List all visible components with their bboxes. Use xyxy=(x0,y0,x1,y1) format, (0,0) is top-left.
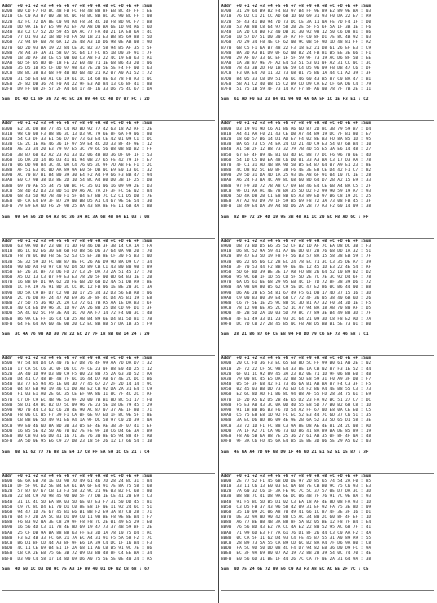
hex-row: B600 6E 6A EB 78 1E D3 98 7D 49 61 46 7D 28 24 BC 31 : 84 xyxy=(2,478,153,484)
hex-row: B5E0 80 CB 93 E6 D0 41 16 71 3E 76 30 8E 65 94 88 4F : AB xyxy=(2,433,153,439)
column-header-row: Addr +0 +1 +2 +3 +4 +5 +6 +7 +8 +9 +A +B +C +D +E +F :Sum xyxy=(221,356,372,362)
hex-row: B6E0 CB CA 2E EB 75 6E 3B 72 09 D3 B0 48 8F C4 EE BA : 34 xyxy=(2,551,153,557)
hex-row: B9B0 C6 7F 5E 1E 25 9C 88 5C 3D 81 A7 32 F0 34 3D 1E : F5 xyxy=(221,301,372,307)
hex-row: B800 D3 19 91 9D C6 A1 B6 A6 6D 87 2D 8C 3B 79 59 B7 : D4 xyxy=(221,126,372,132)
hex-row: B210 CE C0 A3 87 00 3B 8C 0C FB BC 8B 8C 3C 90 BC FF : 08 xyxy=(2,14,153,20)
hex-row: B410 86 1C 82 E6 30 E8 60 FD 88 56 D6 37 64 0A 9B 20 : 70 xyxy=(2,249,153,255)
hex-row: BAE0 F8 A6 5B 6A 88 7E 25 36 27 61 AB 35 0F 8F 4F 0A : 48 xyxy=(221,433,372,439)
hex-row: BAD0 7A 1F A2 71 CA 96 73 6D 86 41 8A 89 BA DE 85 89 : 19 xyxy=(221,428,372,434)
hex-row: B370 06 DD 98 84 3C 4C 0A C4 76 05 3C 9F 7D AB FE F1 : 2C xyxy=(2,162,153,168)
hex-row: BB40 91 F5 BC 5D B5 D1 02 C3 EA 18 AF 4E 8D 08 FA 93 : 1D xyxy=(221,499,372,505)
hex-row: B3D0 68 43 5D 9D 7B 40 F1 5F 04 E7 B0 7C C2 C1 D5 DB : 7E xyxy=(2,194,153,200)
hex-row: B490 DD 5A C9 BF D7 C2 98 10 17 25 34 32 D3 56 EB A8 : 06 xyxy=(2,290,153,296)
hex-row: BA70 1F 2D A5 62 D5 2B 4E 65 D2 23 FA 92 BC 51 27 C7 : DC xyxy=(221,397,372,403)
hex-row: B640 31 1C 4C 5D EA 8A 03 5D 6E 07 E3 F7 31 50 DD 45 : 81 xyxy=(2,499,153,505)
hex-row: B960 95 9C 6B 1F 1D 55 CD 5F 5D 2E 7C 7E 3C 92 D4 6F : 78 xyxy=(221,275,372,281)
hex-row: B380 AF 51 E3 4C 0D AA 89 9A E0 5F DB 0C E9 E0 13 6C : 32 xyxy=(2,168,153,174)
hex-row: B9E0 4F E1 49 33 D1 23 93 2C 64 21 09 3D C8 F8 E2 AD : 7A xyxy=(221,316,372,322)
hex-row: B980 4A 98 0A 80 05 62 C9 5E DC 47 E2 86 0C B6 44 00 : B8 xyxy=(221,285,372,291)
hex-row: BB60 35 10 09 2C 06 A8 70 49 41 66 1C 87 4F 3E 3F 16 : D1 xyxy=(221,509,372,515)
hex-row: B9D0 4F 2B 5D 2A 10 03 5D 79 8C 77 89 3E B4 49 B8 3D : 7F xyxy=(221,311,372,317)
column-divider xyxy=(218,0,219,603)
hex-row: B2C0 D8 BC 38 03 68 F9 40 8D 6B 4D 21 A2 07 A0 A1 52 : 72 xyxy=(2,71,153,77)
hex-row: B620 57 87 07 67 CB 13 F3 58 32 9C 21 9E 03 B2 FC 68 : 80 xyxy=(2,489,153,495)
hex-row: B710 76 D2 C1 21 CC AD 6B 1D 60 69 31 93 F0 DA 22 E7 : A9 xyxy=(221,14,372,20)
hex-row: B350 3B B7 60 42 A2 23 A1 33 D2 06 48 BD 36 DF 0F 1F : 53 xyxy=(2,152,153,158)
column-header-row: Addr +0 +1 +2 +3 +4 +5 +6 +7 +8 +9 +A +B +C +D +E +F :Sum xyxy=(2,4,153,9)
left-column xyxy=(2,4,215,591)
hex-row: B220 42 FC 72 DA 8E C0 94 A4 F8 34 4C 10 F8 8D 9C F7 : B8 xyxy=(2,19,153,25)
hex-row: B730 53 A8 80 C8 64 97 58 2B 2E 5F F5 6F 5A 1F 3B 1E : F6 xyxy=(221,24,372,30)
hex-row: B720 5F 43 41 B0 94 7D 73 DC CE 3A 11 0A FE 7D F4 1F : D0 xyxy=(221,19,372,25)
hex-block xyxy=(2,121,215,238)
hex-row: B630 22 B4 C9 70 98 45 9D 00 5F 77 DB 1E CE 41 20 E9 : C3 xyxy=(2,494,153,500)
column-header-row: Addr +0 +1 +2 +3 +4 +5 +6 +7 +8 +9 +A +B +C +D +E +F :Sum xyxy=(2,473,153,479)
hex-row: B280 78 A4 3F 3A 31 58 07 5C 64 17 FC 85 1B D0 3F 91 : 7F xyxy=(2,50,153,56)
hex-row: B850 67 EF 4F 09 4E B1 03 4D EC 88 77 DC F6 96 70 6E : 4D xyxy=(221,152,372,158)
hex-row: B590 9D 70 44 C3 62 C6 28 4E 90 AC 87 07 37 AE 1F 80 : 71 xyxy=(2,408,153,414)
hex-row: B840 A1 5B 2F 12 88 73 32 79 7B 4D 55 E5 3A E6 14 48 : 27 xyxy=(221,147,372,153)
hex-block xyxy=(221,239,434,356)
hex-row: BBD0 FA 5C 9D 50 DD 08 4C F4 D7 94 82 EB 36 D0 D9 FC : 9A xyxy=(221,546,372,552)
hex-row: B890 29 5D 31 DA 4D 1A 25 93 DE A8 6F 91 04 10 7C 1E : 28 xyxy=(221,173,372,179)
column-header-row: Addr +0 +1 +2 +3 +4 +5 +6 +7 +8 +9 +A +B +C +D +E +F :Sum xyxy=(2,238,153,244)
hex-row: B9C0 78 12 98 6E A5 2C 52 1C A7 94 BA 18 AB 70 80 AF : D5 xyxy=(221,306,372,312)
hex-row: B300 E2 3C D8 B8 77 45 C4 AD BD 92 77 42 63 18 A2 AF : 2E xyxy=(2,126,153,132)
checksum-row: Sum 0D 75 24 6E 72 09 56 C9 A3 F3 A8 EC AC EE 2F 7C : C5 xyxy=(221,566,369,572)
hex-row: B310 98 C0 08 F3 88 86 3C 13 D3 9C 79 6E 8F 6A F9 06 : 80 xyxy=(2,131,153,137)
hex-row: B360 16 DA 2D 14 86 D3 41 81 94 0B 27 65 FE 42 79 1F : E7 xyxy=(2,157,153,163)
hex-row: BBC0 28 B9 73 5A 55 CA B9 CD 6C B2 8A A4 7F D6 9A 80 : C8 xyxy=(221,541,372,546)
hex-block xyxy=(2,4,215,121)
hex-row: B330 CE 2C 1E AE 46 36 1F 97 59 E4 4C 2D 33 8F 4F 9E : 12 xyxy=(2,142,153,148)
hex-row: BA20 6F 01 1C 92 89 45 3A 23 82 0E 71 1D 9F 06 B8 E0 : 4B xyxy=(221,371,372,377)
hex-row: B460 A5 D2 13 C3 07 F9 E3 E3 78 20 5F 00 0D 64 B3 1E : 2B xyxy=(2,275,153,281)
checksum-row: Sum 82 0F 72 2F 4D 19 95 3B 48 A1 1C 20 EC FB AD 6C : FF xyxy=(221,214,369,220)
hex-row: BBE0 EC 3F 9A 69 80 07 A2 19 72 8B 28 39 54 0C 74 70 : 4E xyxy=(221,551,372,557)
hex-row: B7E0 5B A1 C2 40 08 15 C2 B9 CD D9 CA E2 CF 6A D6 C4 : 79 xyxy=(221,81,372,87)
hex-row: B320 54 C3 DF 33 E1 56 D7 07 73 63 E4 CE 42 01 09 C1 : DC xyxy=(2,136,153,142)
hex-row: B2E0 2F 82 DB 36 74 F0 A4 22 9F E3 AD 84 13 C6 BF 41 : 8B xyxy=(2,81,153,87)
right-column xyxy=(221,4,434,591)
hex-row: B4C0 40 C4 E6 D9 96 3C 1D 97 2A 26 88 25 D8 CD 9F D1 : 3F xyxy=(2,306,153,312)
hex-row: BB80 A6 77 BE 0B 4B 3A B8 8F 5A B2 05 BE 12 F8 7F B4 : E4 xyxy=(221,520,372,526)
hex-row: BA90 91 1B BB B6 B3 F6 7D 54 A2 FF 67 0D E8 0A CE E0 : C5 xyxy=(221,408,372,414)
hex-row: B910 D6 8C 52 9A 59 41 A7 0E DD 07 28 76 68 DD 1A 32 : 51 xyxy=(221,249,372,255)
hex-row: BB90 76 56 BD 43 E2 7A CC 4A E2 22 80 52 95 AC 68 7F : 41 xyxy=(221,525,372,531)
hex-row: B830 BA 65 73 C5 74 EA 24 CD 21 4D C9 E3 54 07 6B B4 : 10 xyxy=(221,142,372,148)
hex-row: B680 F6 B3 92 0A 3E C8 29 9F F8 F8 7C 2E 01 49 E5 29 : E0 xyxy=(2,520,153,526)
hex-row: B880 4C D8 82 5C E0 BF 38 F6 4E 3E E8 CE D4 42 F1 C7 : 82 xyxy=(221,168,372,174)
hex-row: BB70 DE 32 9A 0D 90 42 88 C5 AC 34 B0 2C 60 8F 4F EF : 1D xyxy=(221,515,372,521)
hex-row: B580 58 D1 4A 8C 82 D7 5C 09 96 7E 23 5E 18 DE 79 45 : 29 xyxy=(2,402,153,408)
hex-row: B240 83 C2 C7 52 2D 59 45 DA AC 77 FA 40 21 1A E8 6A : 4C xyxy=(2,29,153,35)
hex-row: B7C0 F3 0A E4 70 11 32 73 68 01 75 B6 1A 44 C1 A2 39 : 3F xyxy=(221,71,372,77)
hex-row: B2D0 31 5D E4 E0 A1 C6 19 61 1C 14 68 8E 63 78 F8 A3 : 0C xyxy=(2,76,153,82)
hex-row: B2F0 D9 FF 08 2F 57 2F A4 64 17 4F 16 33 D6 75 4C 67 : DA xyxy=(2,87,153,92)
hex-row: B4B0 27 5D 75 36 9D 2C 2A C3 72 61 7B A5 AA 1E DA B3 : 6F xyxy=(2,301,153,307)
checksum-row: Sum 3C 4A 76 90 AD 30 7B 22 EC 27 7F 18 8B 6B 14 24 : 29 xyxy=(2,332,150,338)
hex-row: BAC0 33 72 1D F1 FC 88 C3 9A 8E D8 AE 4E 81 24 2C 08 : AD xyxy=(221,423,372,429)
hex-row: B510 17 CA 5C C6 3C 0F D6 CC 7F CE 23 0F 88 E0 4D 25 : 12 xyxy=(2,366,153,372)
hex-row: B920 89 47 E3 5D 19 F8 FF 56 B3 57 8A 15 58 38 EB 59 : 7F xyxy=(221,254,372,260)
hex-row: B550 04 87 EB 90 19 46 C1 D0 AB E2 CB 92 DA 2A 31 E4 : C9 xyxy=(2,387,153,393)
hex-row: B4F0 64 FE 64 AA 60 4E 00 20 C2 EC 8B 8B 57 DA 1B 35 : F9 xyxy=(2,321,153,327)
hex-row: B930 06 22 05 66 C2 28 EC 24 78 EC 71 3C C3 35 DE A7 : 39 xyxy=(221,259,372,265)
column-header-row: Addr +0 +1 +2 +3 +4 +5 +6 +7 +8 +9 +A +B +C +D +E +F :Sum xyxy=(221,238,372,244)
hex-row: B3E0 0F CA E4 E9 3F B7 29 0B BB D5 A1 C4 67 9E 5E 54 : 30 xyxy=(2,199,153,205)
column-header-row: Addr +0 +1 +2 +3 +4 +5 +6 +7 +8 +9 +A +B +C +D +E +F :Sum xyxy=(221,4,372,9)
hex-row: B520 3A 40 1D 99 D3 B0 C9 F5 00 23 80 75 2A 63 3D 52 : AA xyxy=(2,371,153,377)
hex-row: B230 DD 9A 1E 67 E5 99 A1 EF 70 A8 D0 BA 6E 1D 94 A6 : 6D xyxy=(2,24,153,30)
hex-row: BB30 B8 8B 7C 41 D8 9A 6E DC 06 4B 7F 76 91 7C 9E 8A : 93 xyxy=(221,494,372,500)
hex-row: B8A0 A6 24 F3 0A 4C A9 8C 68 60 8D 64 D7 2B A2 15 E9 : 33 xyxy=(221,178,372,184)
column-header-row: Addr +0 +1 +2 +3 +4 +5 +6 +7 +8 +9 +A +B +C +D +E +F :Sum xyxy=(2,356,153,362)
checksum-row: Sum DC 4D C1 BF 36 72 4C 5C 2A 09 44 CC 40 D7 07 FC : 2D xyxy=(2,97,150,103)
hex-block xyxy=(2,474,215,591)
hex-block xyxy=(221,474,434,591)
hex-row: B670 04 F7 20 2A 5C B3 D1 09 C0 11 98 BE F8 9E 8E B4 : F7 xyxy=(2,515,153,521)
hex-row: B2B0 35 D5 10 A5 CF DD 97 98 43 7E 20 5E 5E F4 FF 00 : 63 xyxy=(2,66,153,72)
hex-row: B6A0 25 CF DB 9A BA 88 B8 63 FF E3 3D 1A 78 10 75 D4 : AC xyxy=(2,530,153,536)
hex-row: B5C0 99 E0 46 6D 8A 8D 30 33 05 EF 4E AE 3B 3F 07 41 : EF xyxy=(2,423,153,429)
hex-row: B390 AC 70 B7 81 84 B0 39 30 E4 F2 A4 F9 66 F3 BB 47 : 94 xyxy=(2,173,153,179)
hex-row: B790 29 AF 07 33 6C EF 1F 5F 59 9F 73 19 AC D6 8F 5B : EE xyxy=(221,55,372,61)
hex-row: B4D0 5A 4C 02 5C F9 3E A4 1C 70 AA F7 14 72 F4 00 3C : 4B xyxy=(2,311,153,317)
checksum-row: Sum 28 21 B6 87 6F C5 EB 94 F0 DD 79 C6 EF 73 46 58 : C1 xyxy=(221,332,369,338)
hex-row: B650 C9 7C 8C D4 E1 70 D1 C0 8E E8 1F 0E 11 92 24 6C : 51 xyxy=(2,504,153,510)
hex-row: B570 C7 DF C9 EC 4B 9E 53 9F 20 00 7B B1 8D 8C 51 17 : F0 xyxy=(2,397,153,403)
hex-row: B820 18 6D 57 B6 14 D1 AD E7 F4 02 8E B3 FD 8A 85 1D : 95 xyxy=(221,136,372,142)
hex-row: B400 63 9A 9D B7 23 0B 71 3D F0 46 DB 3F 3B 14 CA 1A : FA xyxy=(2,243,153,249)
hex-row: BA40 05 5F 3F 68 42 F1 73 46 6A B1 AB BA 87 F4 C3 3F : F5 xyxy=(221,382,372,388)
hex-row: B7F0 51 75 1B 59 4F 73 14 A7 F7 8F A6 0B 78 7F 7B 2E : 11 xyxy=(221,87,372,92)
hex-row: B740 1A 2D C4 B0 F2 40 DB 1C 30 92 98 12 50 C6 D8 81 : 86 xyxy=(221,29,372,35)
hex-block xyxy=(221,4,434,121)
hex-row: B690 16 56 4D C3 11 78 4E 8D 69 19 47 73 37 4B 59 BF : 2E xyxy=(2,525,153,531)
hex-row: BBF0 E0 56 6D 31 BE 1F 44 26 7C CA 7F 0E 2A 31 64 9A : 38 xyxy=(221,556,372,562)
hex-row: B940 3F 70 53 44 F2 8B 9F 6E 4E 12 45 1D E3 22 4E 54 : AF xyxy=(221,264,372,270)
hex-row: B8F0 1B 49 E4 DA 39 A4 8D D6 2A 2B 77 A3 F2 60 14 09 : 38 xyxy=(221,204,372,210)
hex-row: B480 1C FA 19 7E 91 8D 3C CC 8C 12 FB 06 1E BE 20 3C : 3A xyxy=(2,285,153,291)
hex-row: B270 6D 2D 93 BA 19 22 84 CE 3C 82 37 58 94 B5 AF 35 : 5F xyxy=(2,45,153,51)
hex-row: BB50 C3 D5 FB 37 43 96 58 42 09 31 EF 92 FA 75 3E 8D : 09 xyxy=(221,504,372,510)
hex-row: B440 90 BD A4 F0 97 C8 92 D4 5D 89 CB C1 43 B0 B0 9B : 89 xyxy=(2,264,153,270)
hex-row: BBB0 0C CA 5F 11 62 D4 93 C4 FE 45 B7 55 31 A0 89 A9 : 55 xyxy=(221,535,372,541)
hex-row: BA50 02 45 03 BB DD 73 A1 ED C4 F2 B6 A4 4E B8 55 C3 : 73 xyxy=(221,387,372,393)
hex-row: B430 5E 32 59 1D FC BB 87 8E FC 26 A6 D9 9D 8A D9 C7 : 34 xyxy=(2,259,153,265)
hex-row: BA10 2F 72 22 CF 5C 98 E4 33 8E 1A CB 02 87 F3 1E 52 : 44 xyxy=(221,366,372,372)
checksum-row: Sum 99 54 56 2D 64 A3 6C 36 34 AC 3A 6B 48 84 E1 03 : 08 xyxy=(2,214,150,220)
hex-row: BAA0 C5 75 E8 E8 1D 92 FC EC 52 E3 44 7C 6D 37 C6 51 : 35 xyxy=(221,413,372,419)
hex-row: B4E0 86 9A CE FF 16 C4 CB 25 AB B4 89 6E D4 B1 5D 81 : 7B xyxy=(2,316,153,322)
hex-row: BA00 20 CC FD 36 F3 EC 65 EB 8D 5C FF 99 B0 61 A0 2E : 02 xyxy=(221,361,372,367)
hex-row: BA80 F5 E3 A0 43 3C 0A 0D 40 55 E8 5D 77 B0 B2 68 C8 : 1D xyxy=(221,402,372,408)
hex-row: B810 A4 41 AA F0 21 43 CE DB A7 44 B9 19 DC 7F B1 80 : E7 xyxy=(221,131,372,137)
hex-row: B7A0 1A 3B 87 9E 7F A2 E4 53 51 53 01 0F A2 31 CC 0C : 3C xyxy=(221,61,372,67)
hex-row: B8E0 A7 A2 93 D9 79 1F 59 B5 69 F8 72 3A 73 08 FB 45 : 3F xyxy=(221,199,372,205)
hex-row: B770 6B C5 F1 6A B7 48 22 F3 18 E2 21 D8 61 26 EF E3 : C9 xyxy=(221,45,372,51)
hex-row: B7B0 78 43 3B 2D F0 1B 0E 59 C4 D5 96 09 FB DB 47 C6 : DF xyxy=(221,66,372,72)
hex-row: B700 31 29 64 B9 82 F4 B3 97 B4 FF 9E 89 E2 89 9E BA : 03 xyxy=(221,9,372,15)
column-header-row: Addr +0 +1 +2 +3 +4 +5 +6 +7 +8 +9 +A +B +C +D +E +F :Sum xyxy=(2,121,153,127)
hex-row: B870 4F C1 31 AD 4B 8A 9D 5B B5 E4 B7 64 07 A9 E1 23 : 8E xyxy=(221,162,372,168)
hex-row: B6F0 D3 90 C4 58 17 14 8D 69 D6 A0 75 5E 5E 0E 40 24 : A5 xyxy=(2,556,153,562)
hex-row: B860 54 1D C5 00 EA 48 C6 D0 01 33 A3 BA C3 17 D3 AA : 78 xyxy=(221,157,372,163)
hex-row: B6B0 F3 E2 4B 33 FC 6A 21 7A EC A4 31 91 F5 5A 58 F2 : 7C xyxy=(2,535,153,541)
hex-row: B3C0 58 4D 42 D3 23 BD 51 D9 A6 AC 7A 2F 3F FC 5E 02 : 84 xyxy=(2,188,153,194)
hex-row: B530 D4 41 C7 48 BF 48 7F 6C 16 44 D7 AB 67 4E 2C DC : B6 xyxy=(2,376,153,382)
hex-row: BB00 2E 77 52 F1 45 6B DD DE 97 2D 85 65 74 54 2A F0 : 85 xyxy=(221,478,372,484)
hex-row: BA60 E2 6C 8D AD F1 B6 8C 94 08 AF 55 FD 28 34 75 61 : E9 xyxy=(221,392,372,398)
hex-row: BBA0 71 99 6D E3 F7 7A 61 76 D1 8F 26 44 C3 C0 AA F2 : 4A xyxy=(221,530,372,536)
hex-row: BB20 7A 60 32 C6 1F 3A FE 9C 7C 5C 37 57 0E D7 DA 3C : 3D xyxy=(221,489,372,495)
hex-row: B200 B0 CD F7 FD 8C 48 FB FC FB 48 B8 8F EB 8C 4F FF : EE xyxy=(2,9,153,15)
hex-row: B610 DF 5F 9C D2 5E B4 EA 61 BA 6F E4 91 7E 8A 75 58 : 68 xyxy=(2,483,153,489)
hex-row: B500 97 54 84 D4 CA 40 76 E7 D8 76 4F 99 AA 7D DA D7 : 32 xyxy=(2,361,153,367)
hex-row: B8B0 97 F9 3D 72 7B A8 C7 69 EB 46 E4 CE 6B A4 BA C5 : 2F xyxy=(221,183,372,189)
hex-row: B8C0 9F D1 AA AC 4E 78 BA 35 5D D2 F2 99 90 59 19 A7 : 93 xyxy=(221,188,372,194)
hex-row: B4A0 2C 76 D0 AF 24 47 AD E9 36 3F 8F 4C D4 A5 B1 19 : E8 xyxy=(2,295,153,301)
hex-row: B660 94 47 1D 7E 67 45 B1 E6 B1 BB F2 E9 3A 87 C0 28 : 71 xyxy=(2,509,153,515)
hex-row: B250 77 D1 93 32 1B 8D FD FA 50 1B 21 E3 BB 85 69 88 : 5D xyxy=(2,35,153,41)
hex-row: B5F0 3A 5D 0E 95 E6 C9 27 DB 23 18 5F 26 12 17 66 54 : 1B xyxy=(2,439,153,445)
hex-row: B760 7D 29 34 FB 4E CF 62 0B 9C 0B 5F 9D 1D 48 81 FF : A2 xyxy=(221,40,372,46)
hex-row: BAB0 3A EC D6 0D 86 09 4E 9E 2B 6A 52 33 5D 65 D1 58 : 3E xyxy=(221,418,372,424)
hex-row: B5B0 CB BB 0E 5D 49 91 E6 A4 1A 9F DC 58 97 C0 2D 39 : 0A xyxy=(2,418,153,424)
column-header-row: Addr +0 +1 +2 +3 +4 +5 +6 +7 +8 +9 +A +B +C +D +E +F :Sum xyxy=(221,121,372,127)
hex-row: B7D0 84 05 33 CB D9 51 A6 6C 46 60 43 B5 87 C0 BA 47 : B1 xyxy=(221,76,372,82)
hex-row: B900 DB 73 BD D5 E6 35 52 CF B2 1D AF 7C EA D8 DC 3B : F3 xyxy=(221,243,372,249)
hex-row: BA30 79 00 8C 45 E5 DA 32 8B 5D E8 59 31 F0 A9 3F DB : F7 xyxy=(221,376,372,382)
hex-row: B5D0 16 B5 5E 42 50 A6 70 02 7E FE 9F 18 C6 D4 6E 3A : B9 xyxy=(2,428,153,434)
hex-row: B9F0 DC 7D C0 27 2B 45 B5 0C FB AB D5 BB B1 5E 73 01 : B0 xyxy=(221,321,372,327)
hex-row: B780 8A 3D A3 B1 D9 0F 62 0B 82 24 FB 81 B5 EE 3E 66 : F1 xyxy=(221,50,372,56)
hex-row: B970 6A D5 61 6E 68 29 95 EB 4C 1F 7D 72 8F 38 39 D6 : 72 xyxy=(221,280,372,286)
hex-row: B3B0 69 70 AE 55 34 75 0B BC FC 35 01 06 16 09 99 2E : D3 xyxy=(2,183,153,189)
hex-row: B260 72 94 0F 6B 78 6A 12 2E 48 A3 1D D6 98 0E AB 08 : 9D xyxy=(2,40,153,46)
hex-block xyxy=(2,356,215,473)
hex-row: B2A0 6D 5F 05 8D 0F 18 FE 22 E0 40 71 1E 68 B6 43 20 : 06 xyxy=(2,61,153,67)
hex-row: B290 1B 3D AF 38 CE C5 0B 60 C3 A8 F3 22 4C 19 E0 63 : A1 xyxy=(2,55,153,61)
hex-row: B450 EF 26 3C BF 73 D6 FD 27 C3 2F DA 73 2A 51 45 17 : 70 xyxy=(2,269,153,275)
checksum-row: Sum 0B 51 62 77 7E 08 1E E4 17 C8 FF 5A 59 1C C5 21 : C4 xyxy=(2,449,150,455)
hex-row: B990 D6 A6 28 E5 54 81 67 49 F5 61 D0 17 4D 37 15 16 : 3D xyxy=(221,290,372,296)
hex-row: B560 F1 03 E1 A0 2E 6C 35 CE EF 9A 86 11 8C 7F 4C 2C : AF xyxy=(2,392,153,398)
hex-block xyxy=(221,356,434,473)
hex-row: B6D0 4C 11 CE 69 04 E1 1F 2A 68 11 A6 CB B5 91 9C 7E : 86 xyxy=(2,546,153,552)
hex-block xyxy=(2,239,215,356)
checksum-row: Sum 4D 50 1C D3 DB 9C 75 A3 1F 89 40 01 DF 02 C8 68 : 67 xyxy=(2,566,150,572)
hex-row: B8D0 5D 4A D8 2B C1 E8 8B 65 A3 89 ED 97 B6 C8 19 2C : 25 xyxy=(221,194,372,200)
hex-row: B3F0 79 E9 EA 6D F6 2F 98 25 8A 43 8A 8E FE 11 6B 4A : BB xyxy=(2,204,153,210)
hex-row: B3A0 E0 C7 9B 38 D3 8E 2D 10 54 BC A4 B0 D0 3B 1F 25 : DB xyxy=(2,178,153,184)
hex-row: B950 5D 6F BD 39 BE 3E 17 A8 FD B8 26 64 52 10 B9 02 : D2 xyxy=(221,269,372,275)
hex-row: B540 B3 77 E5 94 A5 1E 04 3D 77 45 67 27 2F 2D 14 14 : 9C xyxy=(2,382,153,388)
hex-row: B9A0 C9 00 B3 00 39 E4 68 C7 72 4F 36 05 38 40 6B 6D : 26 xyxy=(221,295,372,301)
hex-block xyxy=(221,121,434,238)
hex-row: B750 10 57 D7 51 D0 30 3F A7 FF C0 8F D1 7E 8C 4B 92 : 03 xyxy=(221,35,372,41)
hex-row: B5A0 F8 06 CC 05 F7 39 F1 CA 0F 6E 97 ED 1F 8C 9E 5F : 8E xyxy=(2,413,153,419)
hex-row: B420 F8 78 0C B0 FB 5E 52 53 C5 EF 3B 8E CF 30 F5 B3 : 0D xyxy=(2,254,153,260)
hex-row: B470 16 BB 0F D1 9A 62 2D FE 6B 2D 60 D2 4A 51 DB A9 : BE xyxy=(2,280,153,286)
checksum-row: Sum 61 AD F0 E3 23 04 01 94 9D 4A 6A 5F 1C 1E F3 E1 : C2 xyxy=(221,97,369,103)
hex-row: B6C0 B6 D1 BF CD 44 A3 BF 9F E6 1A 39 C4 DC 1F 16 B4 : F3 xyxy=(2,541,153,546)
hex-row: B340 AE 23 34 20 E3 79 97 E5 3C 79 6C 56 08 0B 8D B2 : FF xyxy=(2,147,153,153)
hex-row: BB10 33 11 C6 13 E0 03 EC 0A 68 7E CB B0 9C 75 C6 93 : E3 xyxy=(221,483,372,489)
column-header-row: Addr +0 +1 +2 +3 +4 +5 +6 +7 +8 +9 +A +B +C +D +E +F :Sum xyxy=(221,473,372,479)
hex-row: BAF0 9F 3A C6 FD 45 6A E4 B5 1E BE 3D 06 5E 29 A5 62 : 03 xyxy=(221,439,372,445)
checksum-row: Sum 45 6A A4 7D 9F 6B D9 1F 46 6D 21 E1 52 51 15 B7 : 3F xyxy=(221,449,369,455)
